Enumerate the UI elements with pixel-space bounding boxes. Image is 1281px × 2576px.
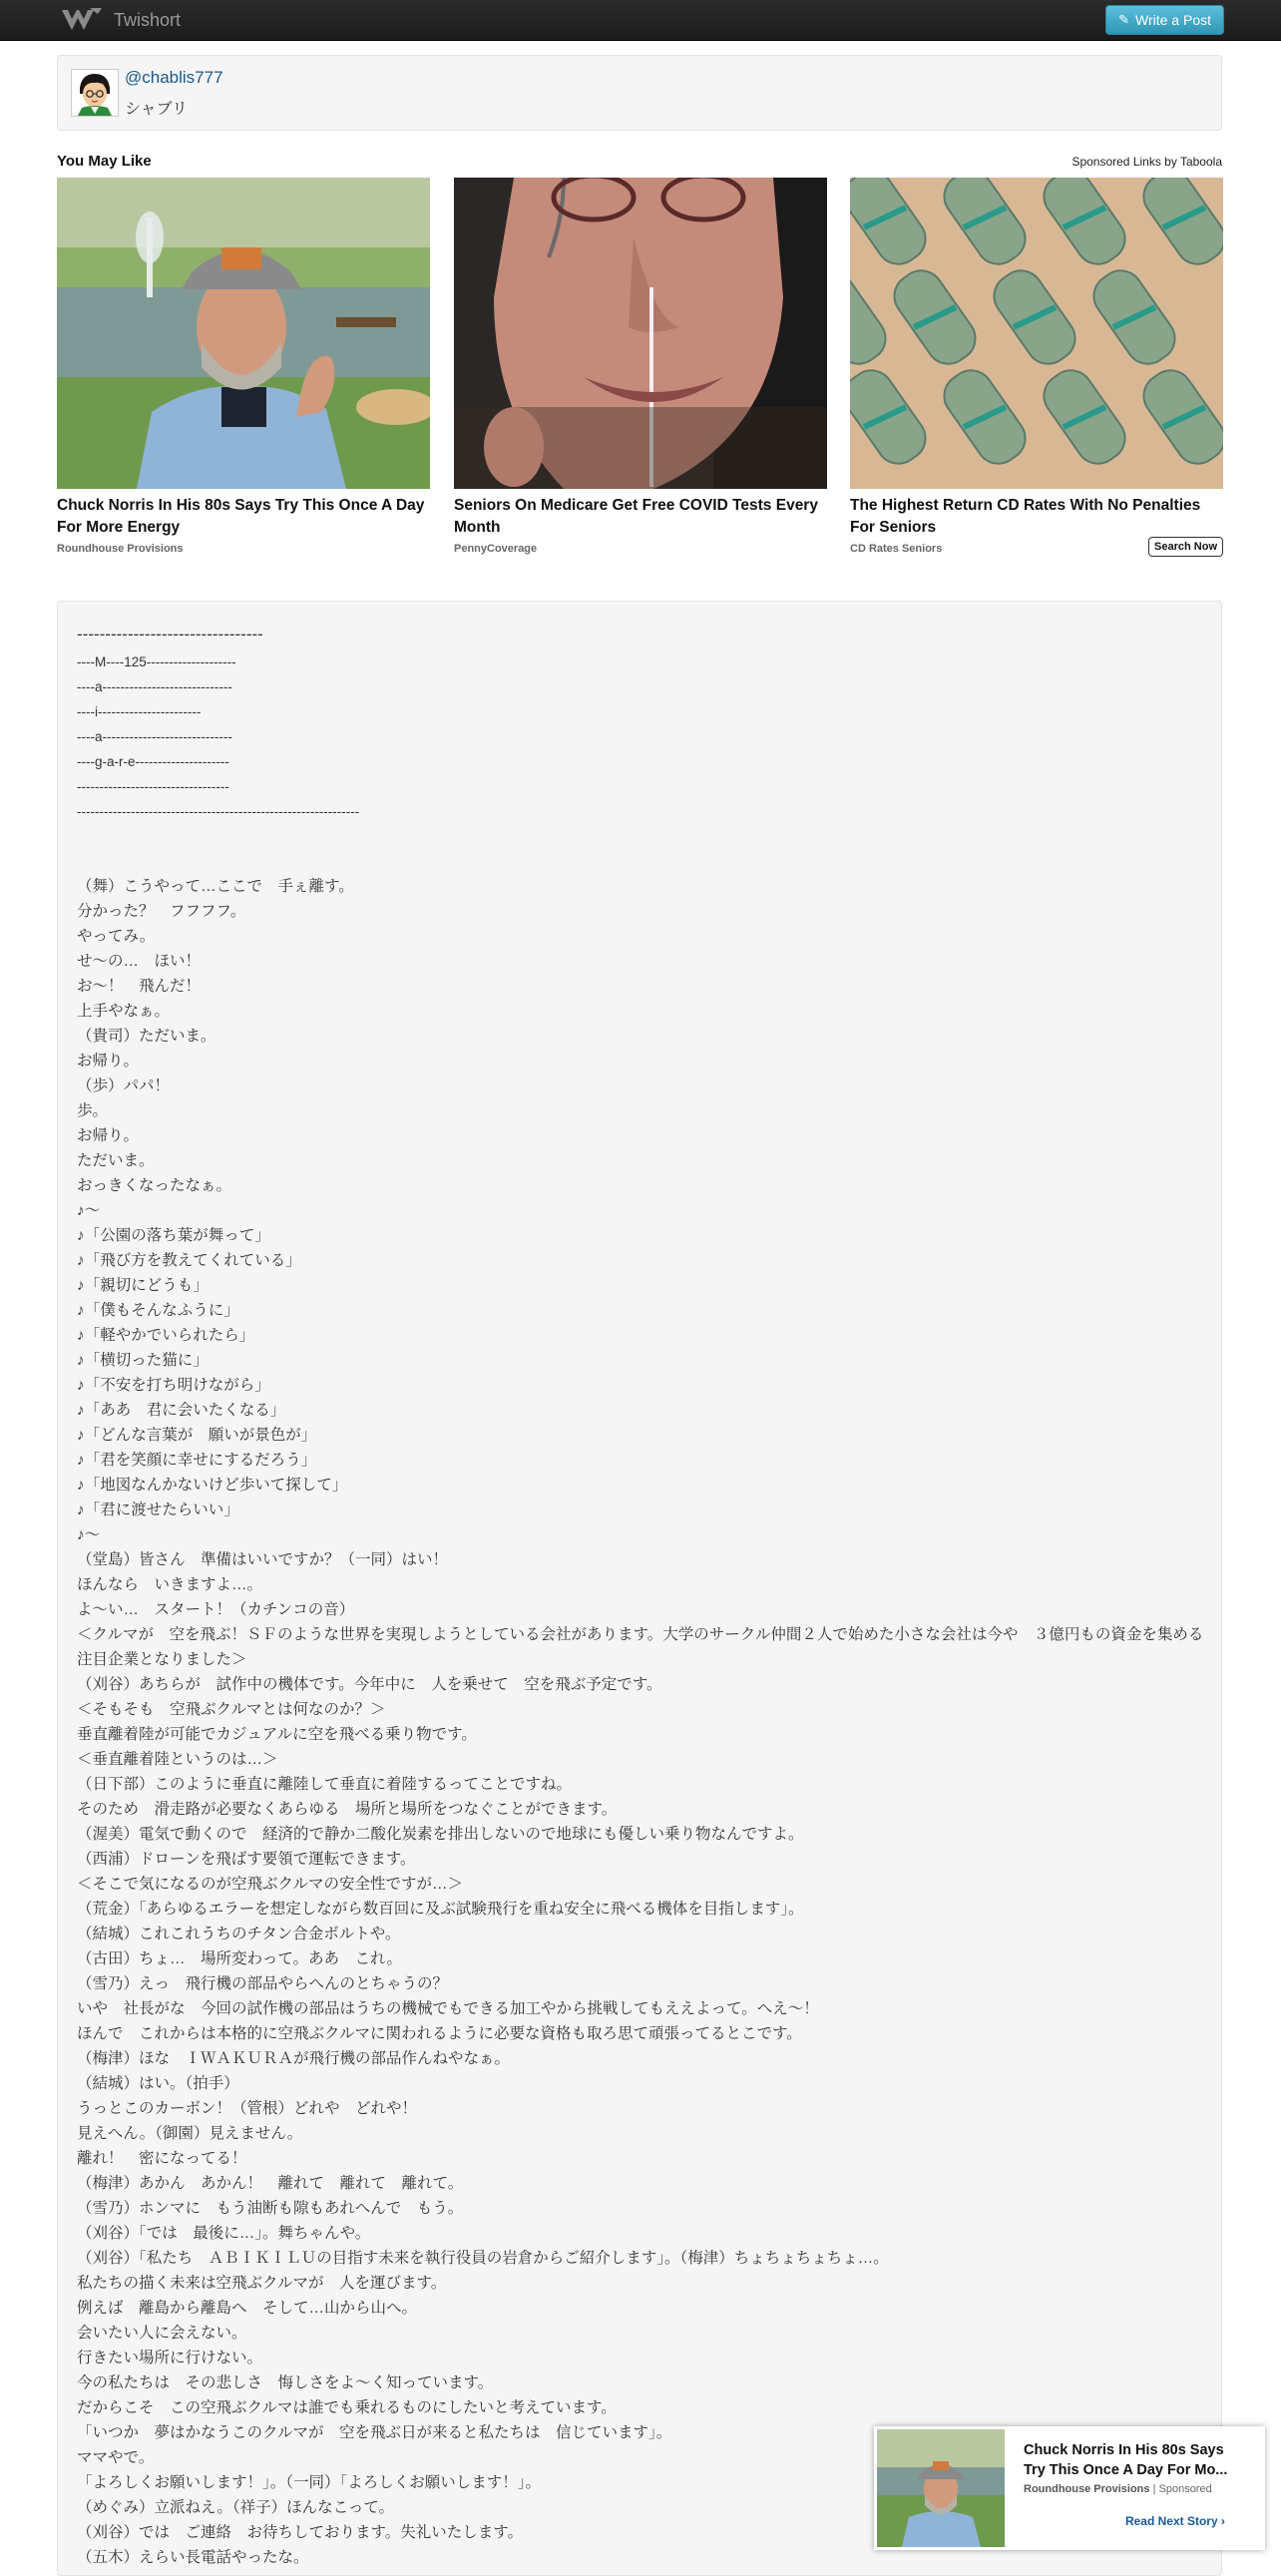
post-line: （刈谷）では ご連絡 お待ちしております。失礼いたします。 [77, 2524, 524, 2541]
post-line: 垂直離着陸が可能でカジュアルに空を飛べる乗り物です。 [77, 1726, 477, 1743]
read-next-story-link[interactable] [1125, 2514, 1225, 2528]
post-line: ♪「どんな言葉が 願いが景色が」 [77, 1427, 317, 1444]
post-line: ♪「地図なんかないけど歩いて探して」 [77, 1477, 348, 1494]
ad-image-money-rolls[interactable] [850, 178, 1223, 489]
floating-ad-source: Roundhouse Provisions [1024, 2483, 1150, 2495]
post-line: お帰り。 [77, 1053, 140, 1070]
post-line: ♪「不安を打ち明けながら」 [77, 1377, 270, 1394]
ad-title-2[interactable]: Seniors On Medicare Get Free COVID Tests Every Month [454, 497, 818, 536]
post-line: おっきくなったなぁ。 [77, 1177, 232, 1194]
floating-ad-title[interactable]: Chuck Norris In His 80s Says Try This Once A Day For Mo... [1024, 2442, 1228, 2478]
ad-card-1[interactable] [57, 178, 430, 555]
post-line: （刈谷）「私たち ＡＢＩＫＩＬＵの目指す未来を執行役員の岩倉からご紹介します」。（梅津）ちょちょちょちょ…。 [77, 2250, 889, 2267]
post-line: （荒金）「あらゆるエラーを想定しながら数百回に及ぶ試験飛行を重ね安全に飛べる機体を目指します」。 [77, 1901, 804, 1918]
post-line: 「いつか 夢はかなうこのクルマが 空を飛ぶ日が来ると私たちは 信じています」。 [77, 2424, 672, 2441]
post-line: ♪「公園の落ち葉が舞って」 [77, 1227, 270, 1244]
ad-source-2: PennyCoverage [454, 543, 538, 555]
post-line: 見えへん。（御園）見えません。 [77, 2125, 303, 2142]
post-line: ＜そもそも 空飛ぶクルマとは何なのか？＞ [77, 1701, 386, 1718]
write-post-label: Write a Post [1135, 12, 1211, 28]
post-line: うっとこのカーボン！（管根）どれや どれや！ [77, 2100, 418, 2117]
post-line: （古田）ちょ… 場所変わって。ああ これ。 [77, 1950, 402, 1967]
author-panel [57, 55, 1222, 131]
post-line: 今の私たちは その悲しさ 悔しさをよ～く知っています。 [77, 2374, 494, 2391]
post-line: （堂島）皆さん 準備はいいですか？（一同）はい！ [77, 1551, 449, 1568]
post-line: 会いたい人に会えない。 [77, 2325, 247, 2342]
post-line: （刈谷）「では 最後に…」。舞ちゃんや。 [77, 2225, 371, 2242]
post-line: ♪～ [77, 1526, 101, 1543]
post-line: 歩。 [77, 1102, 109, 1119]
floating-ad-separator: | [1149, 2483, 1159, 2495]
post-line: （雪乃）ホンマに もう油断も隙もあれへんで もう。 [77, 2200, 464, 2217]
ad-source-1: Roundhouse Provisions [57, 543, 184, 555]
post-line: ママやで。 [77, 2449, 155, 2466]
brand-logo[interactable] [60, 6, 181, 34]
post-spacer [77, 824, 1204, 874]
twishort-bird-icon [60, 6, 104, 34]
post-line: だからこそ この空飛ぶクルマは誰でも乗れるものにしたいと考えています。 [77, 2399, 617, 2416]
post-header-line: ----M----125-------------------- [77, 654, 236, 669]
ad-source-3: CD Rates Seniors [850, 543, 943, 555]
post-header-line: ----i----------------------- [77, 704, 202, 719]
post-line: （舞）こうやって…ここで 手ぇ離す。 [77, 878, 354, 895]
post-line: （貴司）ただいま。 [77, 1028, 216, 1045]
post-line: （五木）えらい長電話やったな。 [77, 2549, 309, 2566]
post-line: ♪～ [77, 1202, 101, 1219]
ad-card-3[interactable] [850, 178, 1223, 555]
ad-image-chuck-norris[interactable] [57, 178, 430, 489]
floating-ad-sponsored: Sponsored [1158, 2483, 1212, 2495]
sponsored-links-label[interactable]: Sponsored Links by Taboola [1071, 155, 1222, 169]
post-line: 行きたい場所に行けない。 [77, 2350, 263, 2366]
post-line: 離れ！ 密になってる！ [77, 2150, 247, 2167]
post-line: お～！ 飛んだ！ [77, 978, 202, 995]
edit-icon: ✎ [1118, 12, 1129, 27]
post-line: （雪乃）えっ 飛行機の部品やらへんのとちゃうの？ [77, 1975, 449, 1992]
post-line: お帰り。 [77, 1127, 140, 1144]
avatar-image [72, 70, 118, 116]
post-line: （梅津）ほな ＩＷＡＫＵＲＡが飛行機の部品作んねやなぁ。 [77, 2050, 511, 2067]
post-line: ♪「横切った猫に」 [77, 1352, 209, 1369]
post-header-line: ----a----------------------------- [77, 679, 232, 694]
post-line: ♪「飛び方を教えてくれている」 [77, 1252, 301, 1269]
post-line: （結城）はい。（拍手） [77, 2075, 239, 2092]
post-line: やってみ。 [77, 928, 156, 945]
write-post-button[interactable] [1105, 5, 1224, 35]
post-line: （渥美）電気で動くので 経済的で静か二酸化炭素を排出しないので地球にも優しい乗り物なんですよ。 [77, 1826, 804, 1843]
post-line: 例えば 離島から離島へ そして…山から山へ。 [77, 2300, 418, 2317]
username-link[interactable]: @chablis777 [125, 68, 223, 87]
post-line: （めぐみ）立派ねえ。（祥子）ほんなこって。 [77, 2499, 395, 2516]
ad-image-covid-test[interactable] [454, 178, 827, 489]
post-line: ほんで これからは本格的に空飛ぶクルマに関われるように必要な資格も取ろ思て頑張ってるとこです。 [77, 2025, 802, 2042]
post-line: ♪「親切にどうも」 [77, 1277, 209, 1294]
post-line: （歩）パパ！ [77, 1077, 171, 1094]
floating-ad-image[interactable] [877, 2429, 1005, 2547]
post-line: せ～の… ほい！ [77, 953, 202, 970]
post-line: ＜そこで気になるのが空飛ぶクルマの安全性ですが…＞ [77, 1876, 464, 1893]
search-now-button[interactable]: Search Now [1148, 537, 1223, 557]
post-line: いや 社長がな 今回の試作機の部品はうちの機械でもできる加工やから挑戦してもええよって。へえ～！ [77, 2000, 819, 2017]
post-line: 「よろしくお願いします！」。（一同）「よろしくお願いします！」。 [77, 2474, 542, 2491]
display-name: シャブリ [125, 101, 189, 118]
post-line: ＜クルマが 空を飛ぶ！ＳＦのような世界を実現しようとしている会社があります。大学のサークル仲間２人で始めた小さな会社は今や ３億円もの資金を集める注目企業となりました＞ [77, 1626, 1204, 1668]
post-header-line: ----g-a-r-e--------------------- [77, 754, 229, 769]
avatar[interactable] [71, 69, 119, 117]
brand-name[interactable]: Twishort [114, 10, 182, 30]
post-content [57, 601, 1222, 2576]
post-header-line: --------------------------------- [77, 625, 263, 644]
post-line: ♪「君に渡せたらいい」 [77, 1502, 239, 1518]
post-line: （結城）これこれうちのチタン合金ボルトや。 [77, 1926, 401, 1942]
post-header-line: --------------------------------------------------------------- [77, 804, 360, 819]
post-line: ♪「ああ 君に会いたくなる」 [77, 1402, 286, 1419]
top-navbar [0, 0, 1281, 41]
ad-title-1[interactable]: Chuck Norris In His 80s Says Try This Once A Day For More Energy [57, 497, 425, 536]
ad-title-3[interactable]: The Highest Return CD Rates With No Penalties For Seniors [850, 497, 1201, 536]
post-line: （梅津）あかん あかん！ 離れて 離れて 離れて。 [77, 2175, 464, 2192]
read-next-story-label: Read Next Story [1124, 2514, 1218, 2528]
post-line: そのため 滑走路が必要なくあらゆる 場所と場所をつなぐことができます。 [77, 1801, 618, 1818]
post-text [77, 620, 1204, 2570]
post-header-line: ----a----------------------------- [77, 729, 232, 744]
you-may-like-heading: You May Like [57, 153, 152, 170]
post-line: ただいま。 [77, 1152, 155, 1169]
floating-ad[interactable] [874, 2426, 1265, 2550]
post-header-line: ---------------------------------- [77, 779, 229, 794]
post-line: （日下部）このように垂直に離陸して垂直に着陸するってことですね。 [77, 1776, 573, 1793]
post-line: ほんなら いきますよ…。 [77, 1576, 263, 1593]
post-line: よ～い… スタート！（カチンコの音） [77, 1601, 355, 1618]
post-line: ♪「君を笑顔に幸せにするだろう」 [77, 1452, 317, 1469]
post-line: ♪「僕もそんなふうに」 [77, 1302, 239, 1319]
post-line: ＜垂直離着陸というのは…＞ [77, 1751, 278, 1768]
ad-card-2[interactable] [454, 178, 827, 555]
post-line: 上手やなぁ。 [77, 1003, 171, 1020]
chevron-right-icon: › [1221, 2514, 1225, 2528]
post-line: （刈谷）あちらが 試作中の機体です。今年中に 人を乗せて 空を飛ぶ予定です。 [77, 1676, 662, 1693]
post-line: 分かった？ フフフフ。 [77, 903, 246, 920]
post-line: ♪「軽やかでいられたら」 [77, 1327, 255, 1344]
post-line: （西浦）ドローンを飛ばす要領で運転できます。 [77, 1851, 416, 1868]
post-line: 私たちの描く未来は空飛ぶクルマが 人を運びます。 [77, 2275, 447, 2292]
floating-ad-meta [1024, 2483, 1212, 2495]
